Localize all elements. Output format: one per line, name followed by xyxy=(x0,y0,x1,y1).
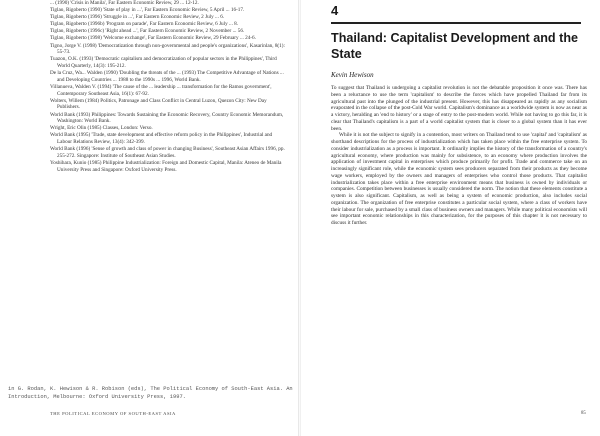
reference-entry: De la Cruz, Wa... Walden (1990) 'Doubling the threats of the ... (1993) The Competitive Advantage of Nations ... and Developing Countries ... 1988 to the 1990s ... 1996, World Bank. xyxy=(50,70,284,83)
paragraph: To suggest that Thailand is undergoing a capitalist revolution is not the debatable proposition it once was. There has been a reluctance to use the term 'capitalism' to describe the forces which have propelled Thailand far from its agricultural past into the plunged of the industrial present. However, this has disappeared as rapidly as any socialism evaporated in the collapse of the post-Cold War world. Capitalism's dominance as a worldwide system is now as near as a victory, heralding an 'end to history' or a stage of entry to the post-modern world. While not having to go this far, it is clear that Thailand's capitalism is a part of a world capitalist system that is closer to a global system than it has ever been. xyxy=(331,85,587,132)
reference-entry: Tiglao, Rigoberto (1996) 'Struggle in ...', Far Eastern Economic Review, 2 July ... 6. xyxy=(50,14,225,21)
reference-entry: Tiglao, Rigoberto (1996c) 'Right ahead ...', Far Eastern Economic Review, 2 November ... 56. xyxy=(50,28,245,35)
page-number: 85 xyxy=(581,411,586,416)
chapter-number: 4 xyxy=(331,3,339,18)
reference-entry: Villanueva, Walden V. (1994) 'The cause of the ... leadership ... transformation for the Ramos government', Contemporary Southeast Asia, 16(1): 67-92. xyxy=(50,83,272,97)
paragraph: While it is not the subject to signify in a contention, most writers on Thailand tend to use 'capital' and 'capitalism' as shorthand descriptions for the process of industrialization which has taken place within the free enterprise system. To consider industrialization as a process is important. It ordinarily implies the history of the transformation of a country's agricultural economy, where production was mainly for subsistence, to an economy where production involves the application of investment capital in enterprises which produce primarily for profit. Trade and commerce take on an increasingly significant role, while the economic system sees producers separated from their products as they become wage workers, employed by the owners and managers of enterprises who control those products. That capitalist industrialization takes place within a free enterprise environment means that business is owned by individuals or companies. Competition between businesses is usually considered the norm. The notion that these elements constitute a system is also significant. Capitalism, as well as being a system of economic production, also includes social organization. The organization of free enterprise constitutes a particular social system, where a class of workers have their labour for sale, purchased by a small class of business owners and managers. While many political economists will see important economic relationships in this characterization, for the purposes of this chapter it is not necessary to discuss it further. xyxy=(331,132,587,226)
chapter-title: Thailand: Capitalist Development and the State xyxy=(331,31,579,61)
chapter-author: Kevin Hewison xyxy=(331,71,374,79)
reference-entry: Wolters, Willem (1984) Politics, Patronage and Class Conflict in Central Luzon, Quezon City: New Day Publishers. xyxy=(50,97,267,111)
reference-entry: World Bank (1995) 'Trade, state development and effective reform policy in the Philippines', Industrial and Labour Relations Review, 13(4): 342-399. xyxy=(50,132,273,146)
reference-entry: Yoshihara, Kunio (1985) Philippine Industrialization: Foreign and Domestic Capital, Manila: Ateneo de Manila University Press and Singapore: Oxford University Press. xyxy=(50,160,282,173)
reference-entry: Wright, Eric Olin (1985) Classes, London: Verso. xyxy=(50,125,153,132)
reference-entry: Tiglao, Rigoberto (1998) 'Welcome exchange', Far Eastern Economic Review, 29 February ... 24-6. xyxy=(50,35,256,42)
reference-entry: Tuazon, O.K. (1993) 'Democratic capitalism and democratization of popular sectors in the Philippines', Third World Quarterly, 14(3): 195-212. xyxy=(50,56,277,70)
running-head: THE POLITICAL ECONOMY OF SOUTH-EAST ASIA xyxy=(50,411,176,416)
chapter-rule xyxy=(331,22,581,24)
chapter-body xyxy=(331,85,587,227)
reference-entry: Tigno, Jorge V. (1998) 'Democratization through non-governmental and people's organizations', Kasarinlan, 8(1): 55-73. xyxy=(50,42,285,56)
reference-entry: World Bank (1996) 'Sense of growth and class of power in changing Business', Southeast Asian Affairs 1996, pp. 255-272. Singapore: Institute of Southeast Asian Studies. xyxy=(50,146,285,159)
reference-entry: Tiglao, Rigoberto (1990) 'State of play in ...', Far Eastern Economic Review, 5 April ... 16-17. xyxy=(50,7,245,14)
reference-entry: World Bank (1993) Philippines: Towards Sustaining the Economic Recovery, Country Economic Memorandum, Washington: World Bank. xyxy=(50,111,284,125)
source-caption: in G. Rodan, K. Hewison & R. Robison (eds), The Political Economy of South-East Asia. An Introduction, Melbourne: Oxford University Press, 1997. xyxy=(8,386,293,401)
reference-entry: ... (1990) 'Crisis in Manila', Far Eastern Economic Review, 29 ... 12-12. xyxy=(50,0,199,6)
reference-entry: Tiglao, Rigoberto (1996b) 'Program on parade', Far Eastern Economic Review, 6 July ... 8. xyxy=(50,21,239,28)
